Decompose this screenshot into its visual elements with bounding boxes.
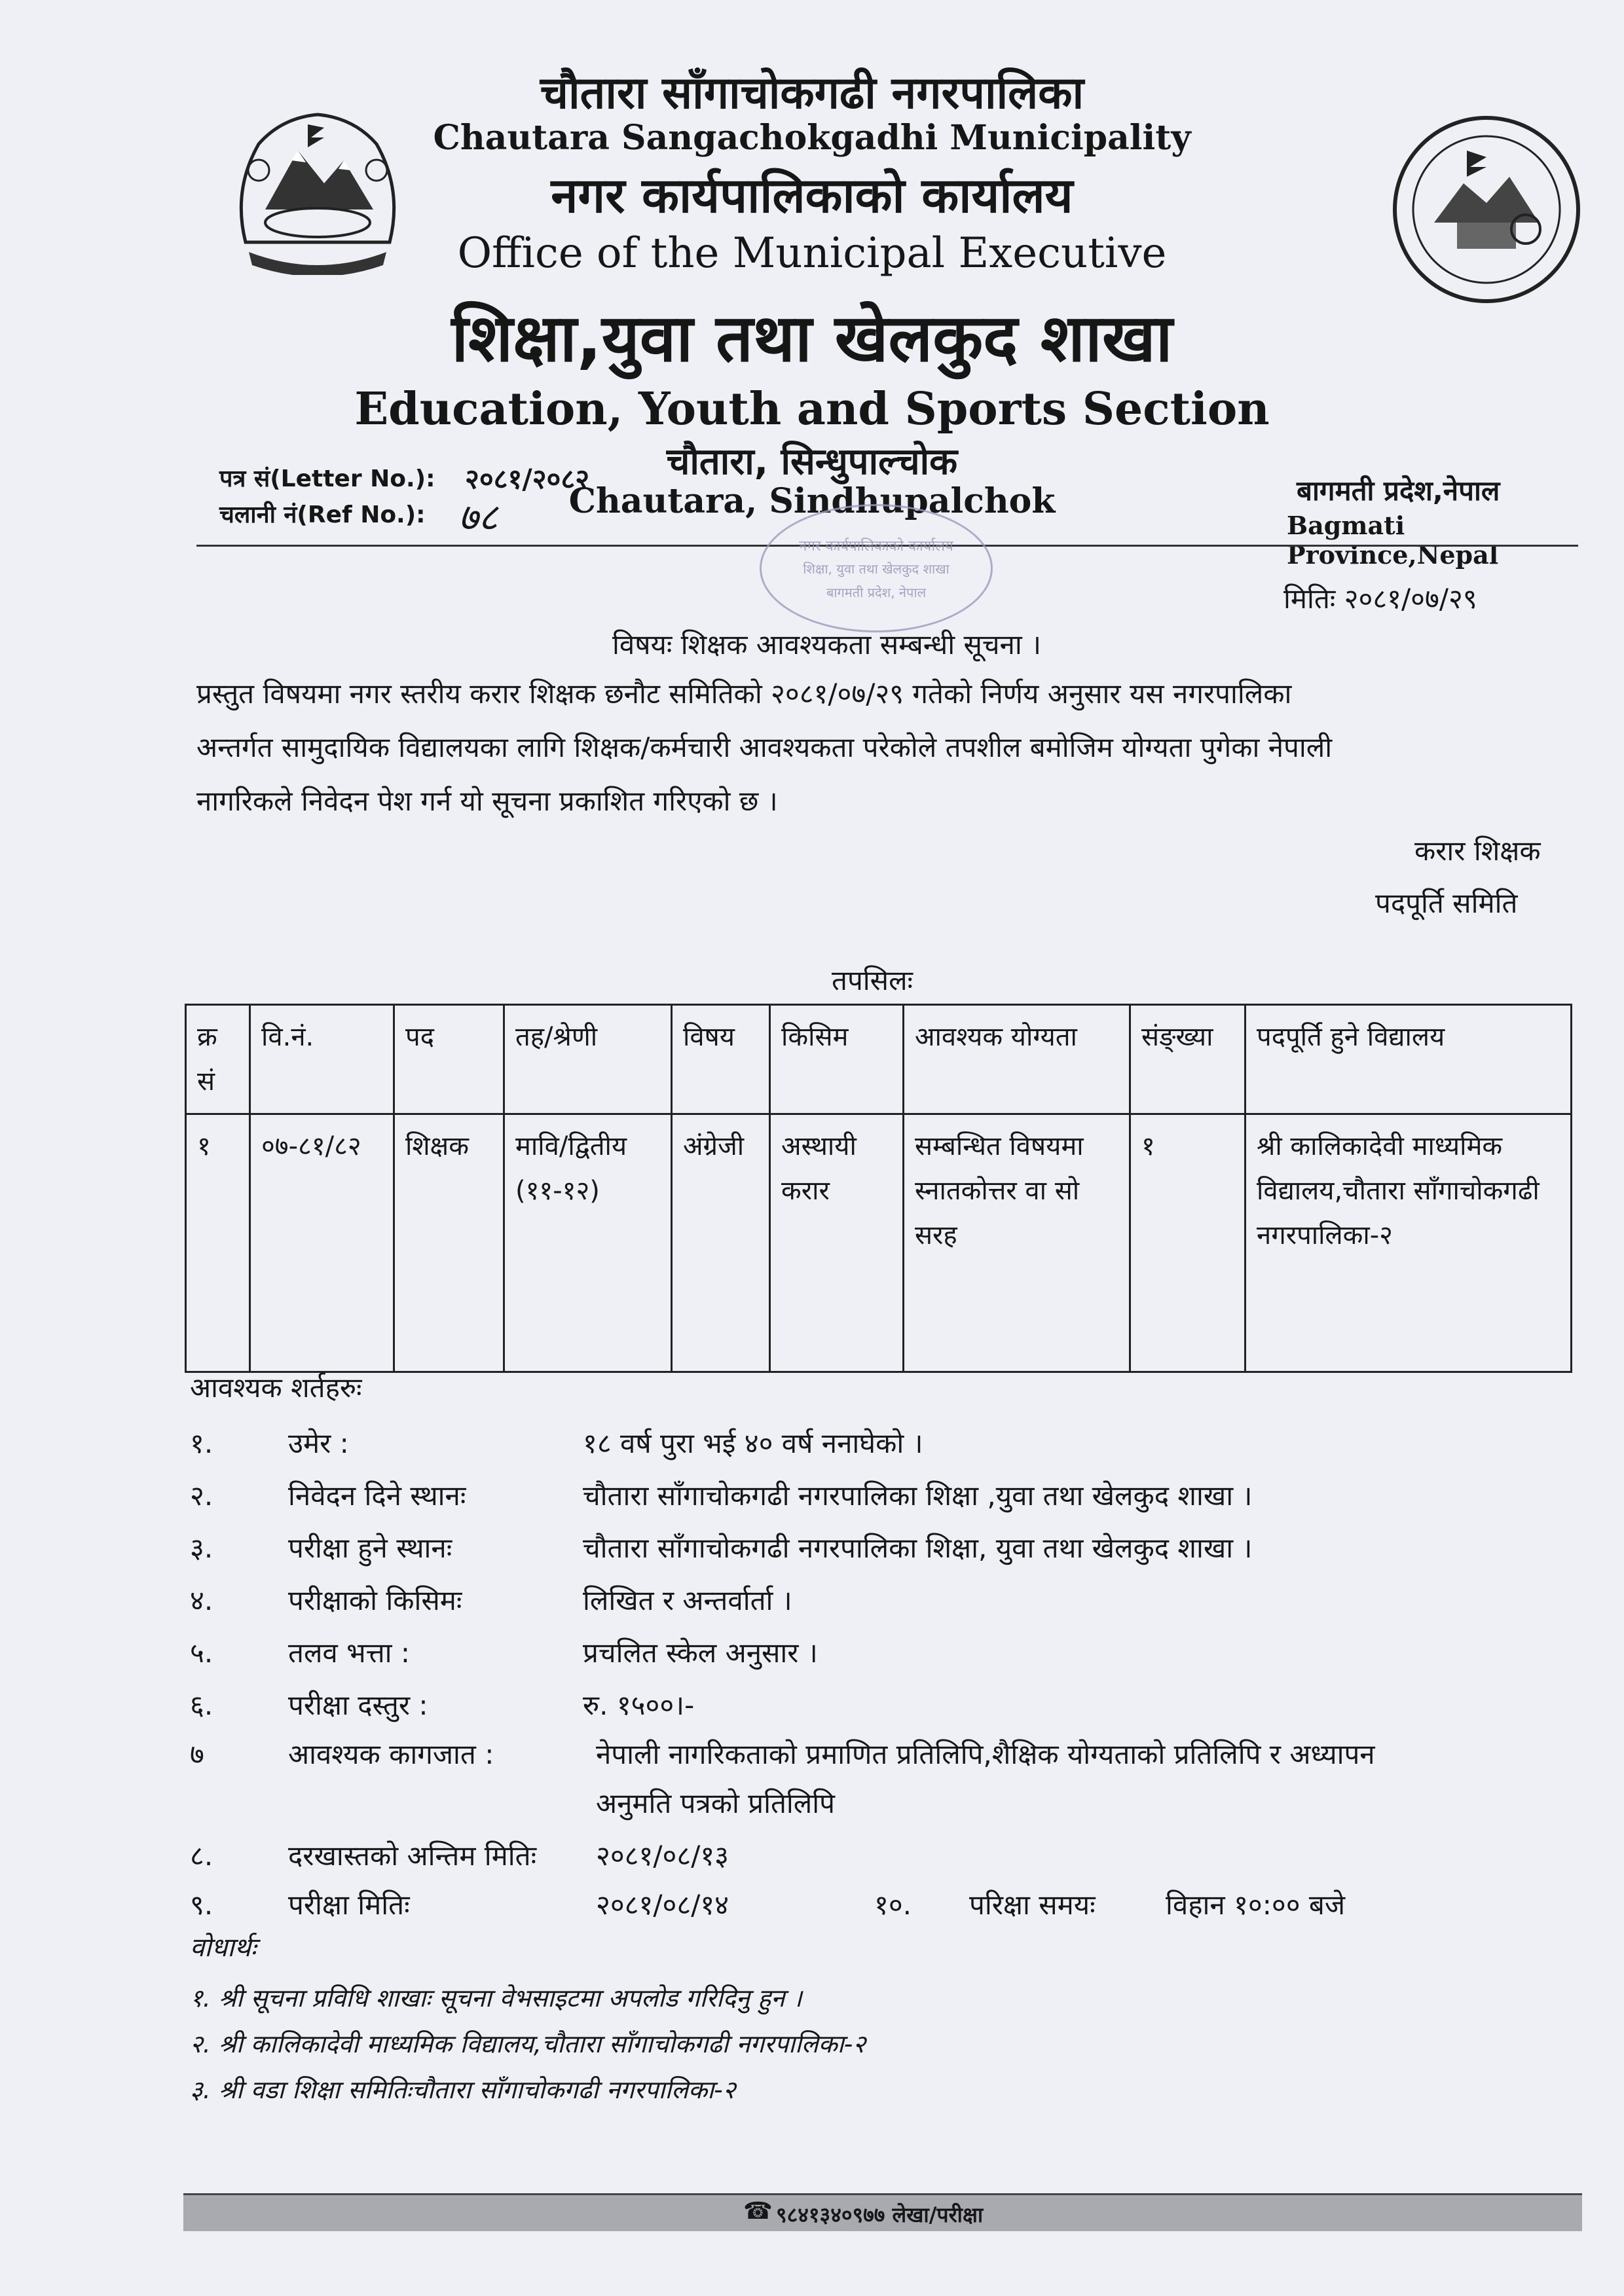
exam-date-num: ९. [190,1889,213,1921]
condition-label: परीक्षाको किसिमः [288,1584,462,1616]
col-level: तह/श्रेणी [504,1005,672,1114]
notice-date: मितिः २०८१/०७/२९ [1283,583,1477,615]
table-title: तपसिलः [832,964,913,996]
condition-label: आवश्यक कागजात : [288,1738,494,1770]
deadline-value: २०८१/०८/१३ [596,1840,729,1872]
municipality-name-np: चौतारा साँगाचोकगढी नगरपालिका [540,67,1084,119]
condition-num: १. [190,1427,213,1459]
condition-num: ३. [190,1532,213,1564]
cell-qualification: सम्बन्धित विषयमा स्नातकोत्तर वा सो सरह [904,1114,1130,1372]
signature-line-1: करार शिक्षक [1414,835,1541,867]
section-name-np: शिक्षा,युवा तथा खेलकुद शाखा [451,300,1173,376]
notice-body-line-1: प्रस्तुत विषयमा नगर स्तरीय करार शिक्षक छनौट समितिको २०८१/०७/२९ गतेको निर्णय अनुसार यस नगरपालिका [196,678,1292,710]
signature-line-2: पदपूर्ति समिति [1375,887,1518,919]
col-count: संङ्ख्या [1130,1005,1246,1114]
stamp-line-1: नगर कार्यपालिकाको कार्यालय [799,538,953,555]
exam-date-value: २०८१/०८/१४ [596,1889,729,1921]
letter-no-value: २०८१/२०८२ [465,463,590,495]
office-name-np: नगर कार्यपालिकाको कार्यालय [551,168,1073,224]
condition-value: नेपाली नागरिकताको प्रमाणित प्रतिलिपि,शैक्षिक योग्यताको प्रतिलिपि र अध्यापन [596,1738,1375,1770]
notice-body-line-3: नागरिकले निवेदन पेश गर्न यो सूचना प्रकाशित गरिएको छ । [196,785,778,817]
cell-serial: १ [186,1114,250,1372]
section-name-en: Education, Youth and Sports Section [354,383,1270,435]
cell-count: १ [1130,1114,1246,1372]
condition-value: प्रचलित स्केल अनुसार । [583,1637,818,1669]
condition-value: रु. १५००।- [583,1689,695,1721]
phone-icon: ☎ [743,2198,773,2225]
footer-phone: ९८४१३४०९७७ लेखा/परीक्षा [776,2202,984,2227]
condition-num: ४. [190,1584,213,1616]
deadline-label: दरखास्तको अन्तिम मितिः [288,1840,537,1872]
cell-subject: अंग्रेजी [672,1114,770,1372]
cc-item: २. श्री कालिकादेवी माध्यमिक विद्यालय,चौतारा साँगाचोकगढी नगरपालिका-२ [190,2030,866,2058]
condition-label: परीक्षा हुने स्थानः [288,1532,452,1564]
exam-time-num: १०. [874,1889,912,1921]
condition-value-continued: अनुमति पत्रको प्रतिलिपि [596,1787,836,1819]
office-stamp [760,504,993,632]
condition-label: उमेर : [288,1427,349,1459]
notice-subject: विषयः शिक्षक आवश्यकता सम्बन्धी सूचना । [612,629,1042,661]
condition-value: १८ वर्ष पुरा भई ४० वर्ष ननाघेको । [583,1427,923,1459]
col-school: पदपूर्ति हुने विद्यालय [1246,1005,1572,1114]
exam-date-label: परीक्षा मितिः [288,1889,410,1921]
condition-num: ६. [190,1689,213,1721]
vacancy-table [185,1004,1572,1373]
office-name-en: Office of the Municipal Executive [457,229,1167,278]
cc-title: वोधार्थः [190,1933,257,1963]
condition-label: निवेदन दिने स्थानः [288,1480,466,1512]
stamp-line-3: बागमती प्रदेश, नेपाल [826,585,927,600]
exam-time-label: परिक्षा समयः [969,1889,1096,1921]
col-type: किसिम [770,1005,904,1114]
table-header-row [186,1005,1572,1114]
cc-item: ३. श्री वडा शिक्षा समितिःचौतारा साँगाचोकगढी नगरपालिका-२ [190,2075,736,2104]
cell-level: मावि/द्वितीय (११-१२) [504,1114,672,1372]
province-np: बागमती प्रदेश,नेपाल [1297,475,1500,507]
deadline-num: ८. [190,1840,213,1872]
col-serial: क्र सं [186,1005,250,1114]
condition-num: २. [190,1480,213,1512]
municipality-name-en: Chautara Sangachokgadhi Municipality [433,118,1191,158]
condition-label: तलव भत्ता : [288,1637,411,1669]
condition-value: लिखित र अन्तर्वार्ता । [583,1584,792,1616]
col-subject: विषय [672,1005,770,1114]
place-np: चौतारा, सिन्धुपाल्चोक [666,441,958,483]
stamp-line-2: शिक्षा, युवा तथा खेलकुद शाखा [803,561,950,577]
letter-no-label: पत्र सं(Letter No.): [219,465,435,492]
cell-school: श्री कालिकादेवी माध्यमिक विद्यालय,चौतारा साँगाचोकगढी नगरपालिका-२ [1246,1114,1572,1372]
ref-no-value: ७८ [458,495,498,539]
place-en: Chautara, Sindhupalchok [568,481,1056,521]
condition-num: ७ [190,1738,204,1770]
col-ad-no: वि.नं. [250,1005,394,1114]
conditions-title: आवश्यक शर्तहरुः [190,1372,362,1404]
footer-bar [183,2193,1582,2231]
col-qualification: आवश्यक योग्यता [904,1005,1130,1114]
exam-time-value: विहान १०:०० बजे [1166,1889,1346,1921]
condition-value: चौतारा साँगाचोकगढी नगरपालिका शिक्षा ,युवा तथा खेलकुद शाखा । [583,1480,1253,1512]
condition-value: चौतारा साँगाचोकगढी नगरपालिका शिक्षा, युवा तथा खेलकुद शाखा । [583,1532,1253,1564]
cell-ad-no: ०७-८१/८२ [250,1114,394,1372]
table-row [186,1114,1572,1372]
cc-item: १. श्री सूचना प्रविधि शाखाः सूचना वेभसाइटमा अपलोड गरिदिनु हुन । [190,1984,802,2013]
notice-body-line-2: अन्तर्गत सामुदायिक विद्यालयका लागि शिक्षक/कर्मचारी आवश्यकता परेकोले तपशील बमोजिम योग्यता पुगेका नेपाली [196,731,1333,763]
condition-label: परीक्षा दस्तुर : [288,1689,428,1721]
ref-no-label: चलानी नं(Ref No.): [219,501,426,528]
condition-num: ५. [190,1637,213,1669]
cell-post: शिक्षक [394,1114,504,1372]
province-en: Bagmati Province,Nepal [1287,511,1499,570]
cell-type: अस्थायी करार [770,1114,904,1372]
col-post: पद [394,1005,504,1114]
